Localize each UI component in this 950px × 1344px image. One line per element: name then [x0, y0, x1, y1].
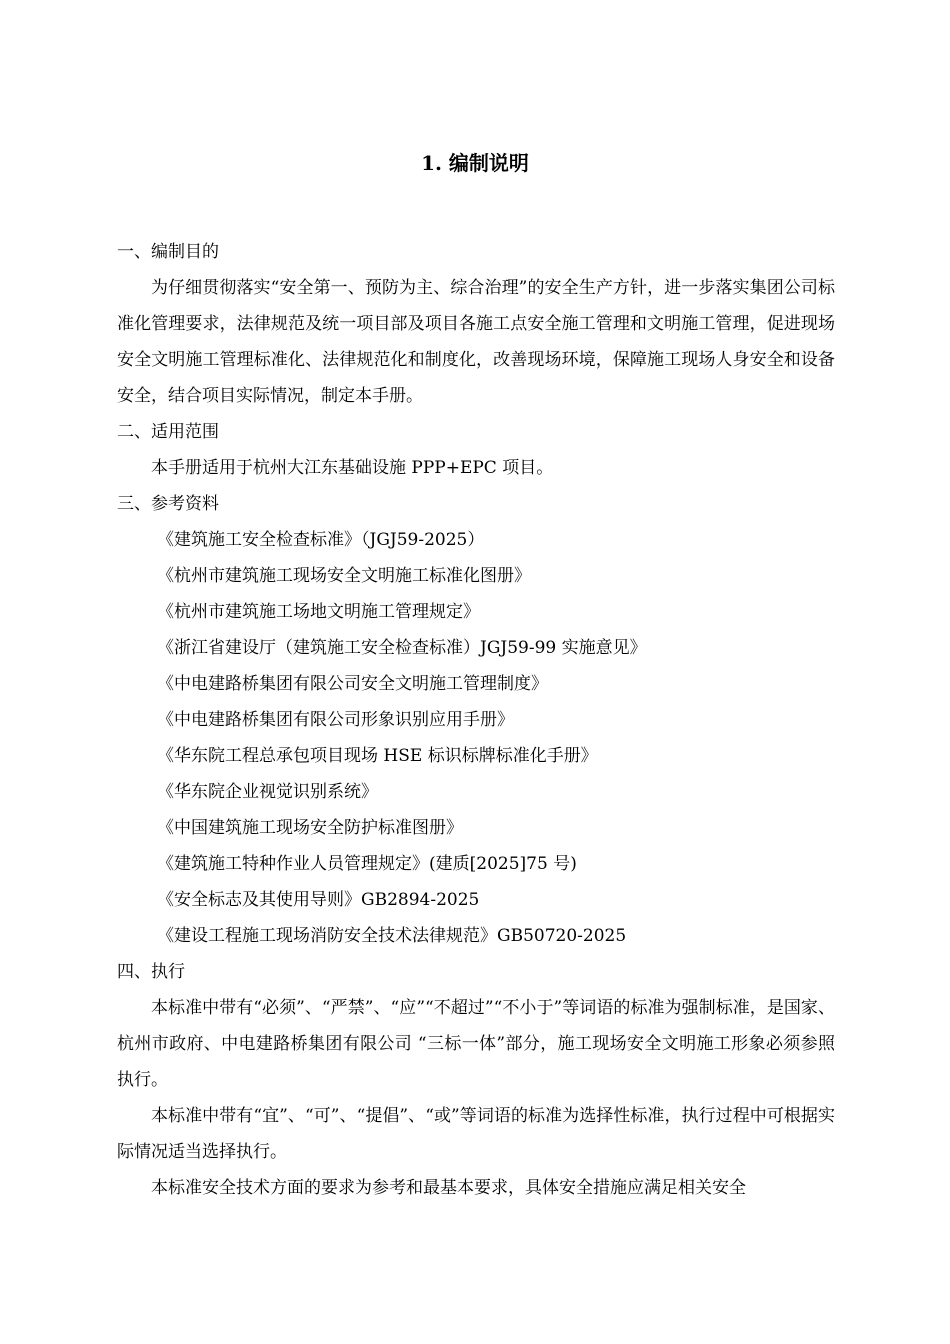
page-title: 1. 编制说明 [421, 151, 529, 175]
execution-paragraph: 本标准中带有“必须”、“严禁”、“应”“不超过”“不小于”等词语的标准为强制标准，是国家、杭州市政府、中电建路桥集团有限公司 “三标一体”部分，施工现场安全文明施工形象必须参照执行。 [117, 998, 835, 1090]
section-heading-scope: 二、适用范围 [117, 422, 219, 442]
reference-item: 《杭州市建筑施工场地文明施工管理规定》 [157, 602, 480, 622]
reference-item: 《建筑施工特种作业人员管理规定》(建质[2025]75 号) [157, 854, 577, 874]
execution-paragraph: 本标准安全技术方面的要求为参考和最基本要求，具体安全措施应满足相关安全 [151, 1178, 746, 1198]
scope-paragraph: 本手册适用于杭州大江东基础设施 PPP+EPC 项目。 [151, 458, 554, 478]
reference-item: 《建筑施工安全检查标准》（JGJ59-2025） [157, 530, 485, 550]
reference-item: 《中电建路桥集团有限公司形象识别应用手册》 [157, 710, 514, 730]
reference-item: 《杭州市建筑施工现场安全文明施工标准化图册》 [157, 566, 531, 586]
document-body [117, 234, 835, 1206]
reference-item: 《浙江省建设厅（建筑施工安全检查标准）JGJ59-99 实施意见》 [157, 638, 647, 658]
section-heading-purpose: 一、编制目的 [117, 242, 219, 262]
reference-item: 《中国建筑施工现场安全防护标准图册》 [157, 818, 463, 838]
section-heading-execution: 四、执行 [117, 962, 185, 982]
reference-item: 《华东院工程总承包项目现场 HSE 标识标牌标准化手册》 [157, 746, 598, 766]
execution-paragraph: 本标准中带有“宜”、“可”、“提倡”、“或”等词语的标准为选择性标准，执行过程中可根据实际情况适当选择执行。 [117, 1106, 835, 1162]
section-heading-references: 三、参考资料 [117, 494, 219, 514]
reference-item: 《安全标志及其使用导则》GB2894-2025 [157, 890, 480, 910]
purpose-paragraph: 为仔细贯彻落实“安全第一、预防为主、综合治理”的安全生产方针，进一步落实集团公司标准化管理要求，法律规范及统一项目部及项目各施工点安全施工管理和文明施工管理，促进现场安全文明施工管理标准化、法律规范化和制度化，改善现场环境，保障施工现场人身安全和设备安全，结合项目实际情况，制定本手册。 [117, 278, 835, 406]
reference-item: 《建设工程施工现场消防安全技术法律规范》GB50720-2025 [157, 926, 627, 946]
reference-item: 《华东院企业视觉识别系统》 [157, 782, 378, 802]
reference-item: 《中电建路桥集团有限公司安全文明施工管理制度》 [157, 674, 548, 694]
